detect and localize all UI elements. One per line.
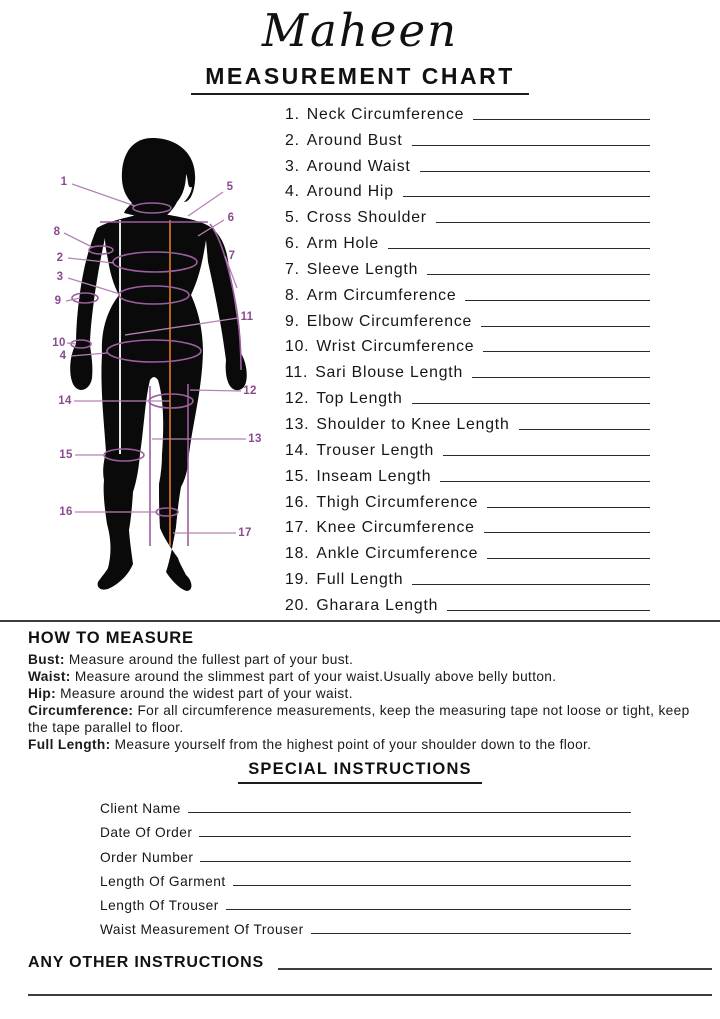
any-other-instructions-blank-line xyxy=(278,968,712,970)
form-field-label: Order Number xyxy=(100,849,194,865)
form-field-label: Date Of Order xyxy=(100,825,193,841)
figure-annotation-10: 10 xyxy=(52,337,66,349)
measurement-blank-line xyxy=(420,171,650,172)
measurement-number: 6. xyxy=(285,235,300,253)
measurement-blank-line xyxy=(440,481,650,482)
measurement-blank-line xyxy=(484,532,650,533)
measurement-blank-line xyxy=(487,507,650,508)
measurement-blank-line xyxy=(447,610,650,611)
form-field-row xyxy=(100,819,631,843)
measurement-blank-line xyxy=(443,455,650,456)
measurement-number: 1. xyxy=(285,105,300,123)
how-to-measure-section xyxy=(28,629,704,753)
measurement-label: Elbow Circumference xyxy=(306,312,473,330)
measurement-number: 5. xyxy=(285,209,300,227)
form-field-label: Length Of Garment xyxy=(100,873,226,889)
measurement-label: Cross Shoulder xyxy=(306,209,427,227)
extra-blank-line xyxy=(28,994,712,996)
measurement-number: 20. xyxy=(285,596,310,614)
measurement-row xyxy=(285,308,652,334)
body-silhouette-graphic xyxy=(40,132,270,612)
measurement-label: Inseam Length xyxy=(316,467,432,485)
figure-annotation-12: 12 xyxy=(243,385,257,397)
measurement-blank-line xyxy=(388,248,650,249)
special-instructions-heading-wrap xyxy=(0,760,720,784)
measurement-label: Wrist Circumference xyxy=(316,338,475,356)
measurement-row xyxy=(285,411,652,437)
form-field-blank-line xyxy=(233,885,631,886)
form-field-label: Waist Measurement Of Trouser xyxy=(100,922,304,938)
measurement-number: 3. xyxy=(285,157,300,175)
measurement-label: Arm Hole xyxy=(306,235,380,253)
form-field-blank-line xyxy=(226,909,631,910)
measurement-row xyxy=(285,282,652,308)
measurement-number: 13. xyxy=(285,415,310,433)
measure-text: Measure yourself from the highest point of your shoulder down to the floor. xyxy=(114,736,592,752)
measurement-row xyxy=(285,101,652,127)
figure-annotation-8: 8 xyxy=(53,226,61,238)
any-other-instructions-heading: ANY OTHER INSTRUCTIONS xyxy=(28,954,264,971)
measure-term: Full Length: xyxy=(28,736,111,752)
measurement-row xyxy=(285,359,652,385)
measurement-blank-line xyxy=(472,377,650,378)
figure-annotation-3: 3 xyxy=(56,271,64,283)
measurement-label: Around Waist xyxy=(306,157,411,175)
body-figure xyxy=(40,132,270,612)
page-title: MEASUREMENT CHART xyxy=(191,63,529,95)
how-to-measure-line xyxy=(28,686,704,703)
measurement-label: Sari Blouse Length xyxy=(315,364,464,382)
measurement-blank-line xyxy=(436,222,650,223)
brand-logo-text: Maheen xyxy=(261,4,459,57)
form-field-label: Client Name xyxy=(100,801,181,817)
measurement-label: Trouser Length xyxy=(316,441,435,459)
form-field-row xyxy=(100,892,631,916)
how-to-measure-line xyxy=(28,669,704,686)
measurement-row xyxy=(285,204,652,230)
figure-annotation-4: 4 xyxy=(59,350,67,362)
figure-annotation-11: 11 xyxy=(240,311,254,323)
form-field-row xyxy=(100,795,631,819)
figure-annotation-2: 2 xyxy=(56,252,64,264)
measurement-row xyxy=(285,489,652,515)
form-field-label: Length Of Trouser xyxy=(100,897,219,913)
measurement-label: Sleeve Length xyxy=(306,260,419,278)
measurement-row xyxy=(285,179,652,205)
measurement-row xyxy=(285,463,652,489)
measurement-blank-line xyxy=(412,403,650,404)
figure-annotation-15: 15 xyxy=(59,449,73,461)
measurement-number: 17. xyxy=(285,519,310,537)
measurement-row xyxy=(285,334,652,360)
measure-term: Bust: xyxy=(28,652,65,667)
measurement-label: Full Length xyxy=(316,571,404,589)
measure-term: Circumference: xyxy=(28,702,134,718)
measurement-row xyxy=(285,592,652,618)
measurement-number: 12. xyxy=(285,390,310,408)
measurement-number: 8. xyxy=(285,286,300,304)
measurement-list xyxy=(285,101,652,618)
special-instructions-fields xyxy=(100,795,631,940)
measurement-row xyxy=(285,437,652,463)
form-field-row xyxy=(100,868,631,892)
measurement-row xyxy=(285,566,652,592)
measurement-blank-line xyxy=(465,300,650,301)
figure-annotation-6: 6 xyxy=(227,212,235,224)
how-to-measure-line xyxy=(28,703,704,737)
measurement-row xyxy=(285,127,652,153)
measurement-number: 16. xyxy=(285,493,310,511)
measurement-blank-line xyxy=(483,351,650,352)
form-field-row xyxy=(100,843,631,867)
measurement-number: 14. xyxy=(285,441,310,459)
measurement-row xyxy=(285,256,652,282)
measurement-label: Arm Circumference xyxy=(306,286,457,304)
measurement-label: Around Hip xyxy=(306,183,394,201)
page-title-wrap xyxy=(0,63,720,95)
measure-text: Measure around the widest part of your waist. xyxy=(60,685,353,701)
measure-term: Waist: xyxy=(28,668,71,684)
how-to-measure-heading: HOW TO MEASURE xyxy=(28,629,194,647)
measurement-blank-line xyxy=(519,429,650,430)
measurement-label: Thigh Circumference xyxy=(316,493,479,511)
measurement-blank-line xyxy=(412,145,650,146)
measurement-number: 11. xyxy=(285,364,309,382)
measurement-label: Ankle Circumference xyxy=(316,545,479,563)
measurement-row xyxy=(285,230,652,256)
special-instructions-heading: SPECIAL INSTRUCTIONS xyxy=(238,760,482,784)
measure-term: Hip: xyxy=(28,685,57,701)
measurement-number: 2. xyxy=(285,131,300,149)
measurement-number: 15. xyxy=(285,467,310,485)
measurement-label: Top Length xyxy=(316,390,403,408)
figure-annotation-5: 5 xyxy=(226,181,234,193)
section-divider-line xyxy=(0,620,720,622)
measurement-blank-line xyxy=(481,326,650,327)
measurement-blank-line xyxy=(403,196,650,197)
figure-annotation-7: 7 xyxy=(228,250,236,262)
measurement-blank-line xyxy=(412,584,650,585)
figure-annotation-17: 17 xyxy=(238,527,252,539)
measurement-number: 18. xyxy=(285,545,310,563)
measure-text: For all circumference measurements, keep the measuring tape not loose or tight, keep the tape parallel to floor. xyxy=(28,702,690,735)
figure-annotation-14: 14 xyxy=(58,395,72,407)
measurement-label: Shoulder to Knee Length xyxy=(316,415,510,433)
measurement-number: 10. xyxy=(285,338,310,356)
measurement-row xyxy=(285,540,652,566)
how-to-measure-instructions xyxy=(28,652,704,753)
measurement-row xyxy=(285,515,652,541)
measurement-blank-line xyxy=(473,119,650,120)
any-other-instructions-row xyxy=(28,952,712,974)
measurement-row xyxy=(285,153,652,179)
measurement-label: Gharara Length xyxy=(316,596,439,614)
measurement-number: 4. xyxy=(285,183,300,201)
measurement-label: Neck Circumference xyxy=(306,105,465,123)
how-to-measure-line xyxy=(28,652,704,669)
figure-annotation-13: 13 xyxy=(248,433,262,445)
measurement-number: 7. xyxy=(285,260,300,278)
form-field-blank-line xyxy=(199,836,631,837)
measurement-blank-line xyxy=(487,558,650,559)
form-field-blank-line xyxy=(311,933,631,934)
measurement-label: Knee Circumference xyxy=(316,519,475,537)
body-silhouette xyxy=(70,214,247,591)
measurement-number: 19. xyxy=(285,571,310,589)
measure-text: Measure around the slimmest part of your waist.Usually above belly button. xyxy=(74,668,557,684)
how-to-measure-line xyxy=(28,737,704,754)
measure-text: Measure around the fullest part of your bust. xyxy=(68,652,354,667)
measurement-label: Around Bust xyxy=(306,131,403,149)
measurement-number: 9. xyxy=(285,312,300,330)
form-field-row xyxy=(100,916,631,940)
form-field-blank-line xyxy=(188,812,631,813)
figure-annotation-9: 9 xyxy=(54,295,62,307)
measurement-blank-line xyxy=(427,274,650,275)
form-field-blank-line xyxy=(200,861,631,862)
measurement-row xyxy=(285,385,652,411)
figure-annotation-16: 16 xyxy=(59,506,73,518)
figure-annotation-1: 1 xyxy=(60,176,68,188)
